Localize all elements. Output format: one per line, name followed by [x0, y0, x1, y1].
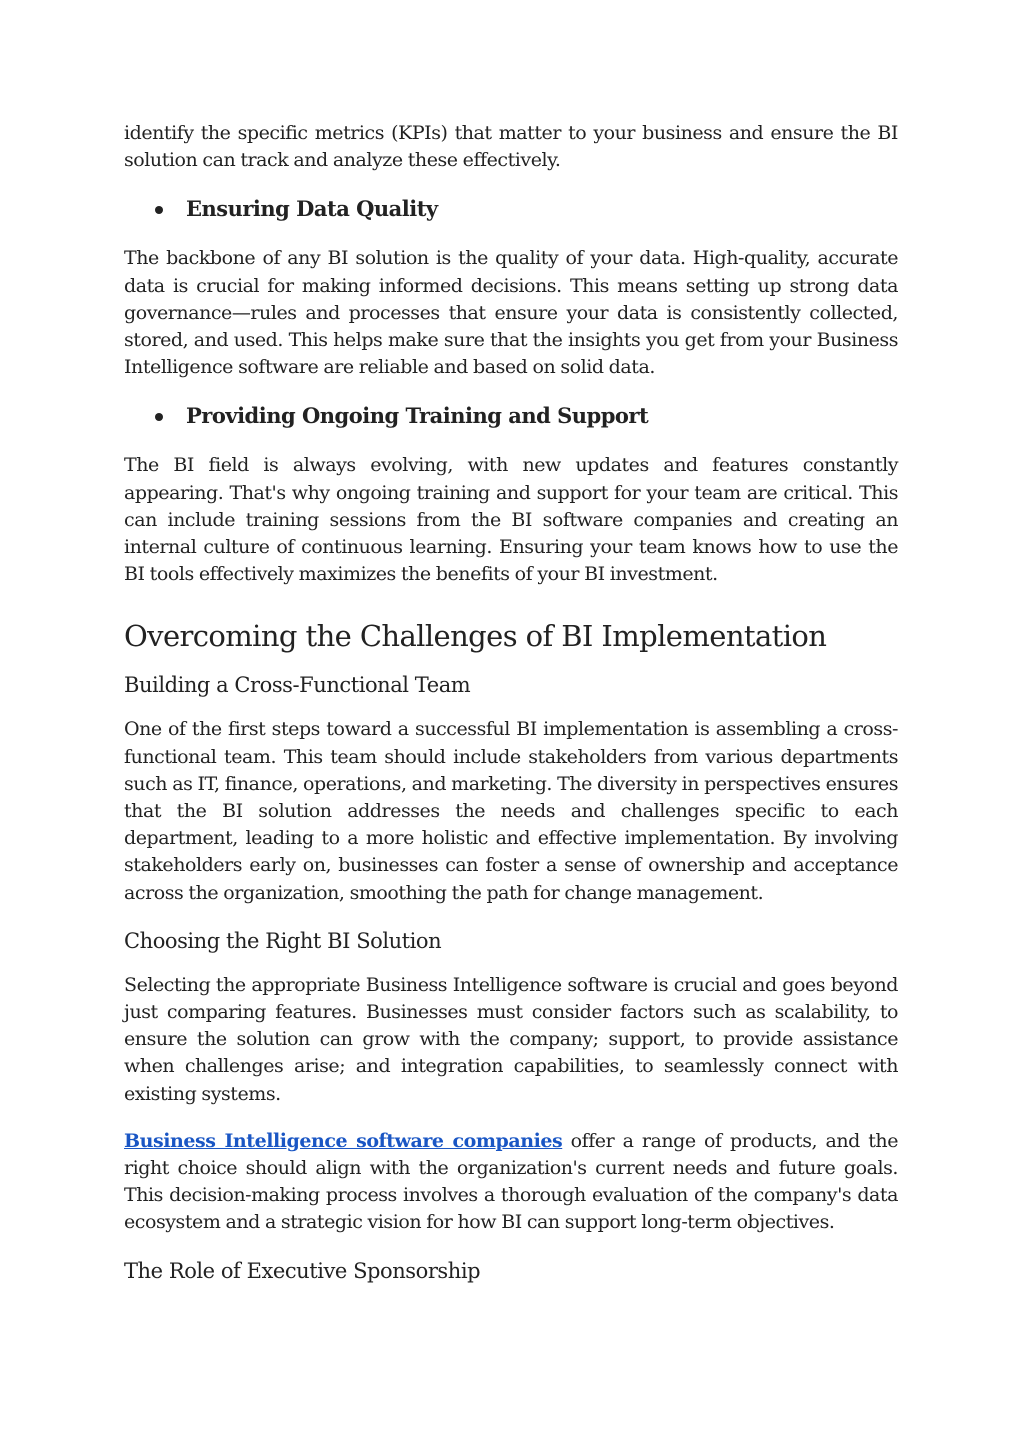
paragraph-link [124, 1128, 898, 1237]
intro-paragraph: identify the specific metrics (KPIs) that matter to your business and ensure the BI solution can track and analyze these effectively. [124, 122, 898, 172]
document-page [124, 120, 898, 1302]
subheading-solution: Choosing the Right BI Solution [124, 928, 442, 953]
section-heading: Overcoming the Challenges of BI Implementation [124, 619, 827, 654]
paragraph-data-quality: The backbone of any BI solution is the quality of your data. High-quality, accurate data is crucial for making informed decisions. This means setting up strong data governance—rules and processes that ensure your data is consistently collected, stored, and used. This helps make sure that the insights you get from your Business Intelligence software are reliable and based on solid data. [124, 247, 898, 379]
paragraph-training: The BI field is always evolving, with new updates and features constantly appearing. That's why ongoing training and support for your team are critical. This can include training sessions from the BI software companies and creating an internal culture of continuous learning. Ensuring your team knows how to use the BI tools effectively maximizes the benefits of your BI investment. [124, 454, 898, 586]
paragraph-solution: Selecting the appropriate Business Intelligence software is crucial and goes beyond just comparing features. Businesses must consider factors such as scalability, to ensure the solution can grow with the company; support, to provide assistance when challenges arise; and integration capabilities, to seamlessly connect with existing systems. [124, 973, 898, 1105]
bullet-heading-data-quality: Ensuring Data Quality [186, 196, 438, 222]
bullet-item-training [124, 401, 898, 431]
bullet-heading-training: Providing Ongoing Training and Support [186, 403, 649, 429]
paragraph-team: One of the first steps toward a successful BI implementation is assembling a cross-functional team. This team should include stakeholders from various departments such as IT, finance, operations, and marketing. The diversity in perspectives ensures that the BI solution addresses the needs and challenges specific to each department, leading to a more holistic and effective implementation. By involving stakeholders early on, businesses can foster a sense of ownership and acceptance across the organization, smoothing the path for change management. [124, 718, 898, 904]
subheading-team: Building a Cross-Functional Team [124, 673, 471, 698]
bullet-dot-icon [155, 206, 163, 214]
bullet-item-data-quality [124, 194, 898, 224]
bullet-dot-icon [155, 413, 163, 421]
subheading-sponsorship: The Role of Executive Sponsorship [124, 1258, 481, 1283]
paragraph-link-rest: offer a range of products, and the right choice should align with the organization's current needs and future goals. This decision-making process involves a thorough evaluation of the company's data ecosystem and a strategic vision for how BI can support long-term objectives. [124, 1129, 899, 1234]
bi-software-companies-link[interactable]: Business Intelligence software companies [124, 1129, 563, 1152]
